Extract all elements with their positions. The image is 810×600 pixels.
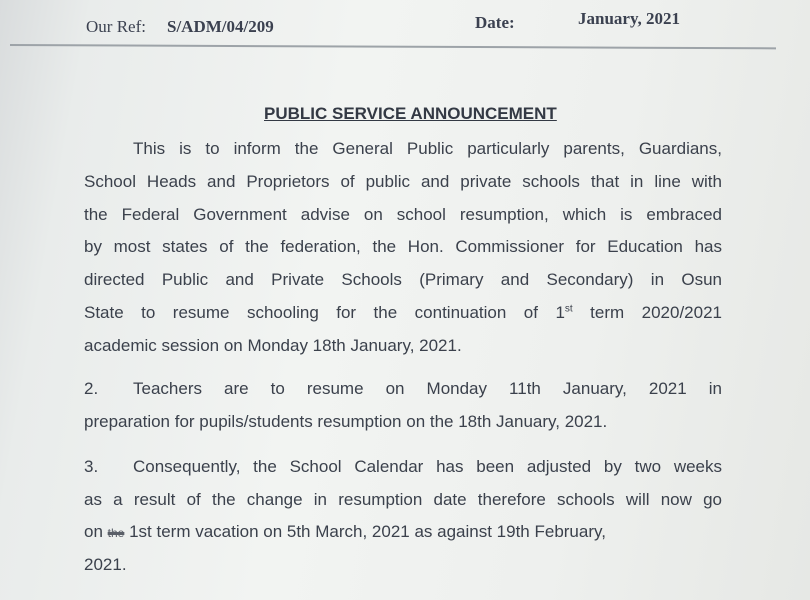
- letter-header: [0, 0, 810, 48]
- paragraph-1-line-6-text: State to resume schooling for the continuation of 1: [84, 303, 565, 322]
- date-label: Date:: [475, 13, 515, 32]
- date-value: January, 2021: [578, 9, 681, 28]
- paragraph-3-line-1: Consequently, the School Calendar has been adjusted by two weeks: [133, 457, 722, 476]
- paragraph-1-line-6: [84, 303, 722, 323]
- paragraph-1-line-3: the Federal Government advise on school resumption, which is embraced: [84, 205, 722, 224]
- ordinal-suffix: st: [564, 303, 573, 315]
- struck-word: the: [107, 526, 125, 540]
- paragraph-3-line-2: as a result of the change in resumption date therefore schools will now go: [84, 490, 722, 509]
- paragraph-1-line-4: by most states of the federation, the Hon. Commissioner for Education has: [84, 237, 722, 256]
- paragraph-3-number: 3.: [84, 457, 99, 476]
- paragraph-2-line-2: preparation for pupils/students resumption on the 18th January, 2021.: [84, 412, 608, 431]
- paragraph-3-line-4: 2021.: [84, 555, 127, 574]
- paragraph-2-line-1: Teachers are to resume on Monday 11th January, 2021 in: [133, 379, 722, 398]
- paragraph-1-line-1: This is to inform the General Public particularly parents, Guardians,: [133, 139, 722, 158]
- paragraph-1-line-5: directed Public and Private Schools (Primary and Secondary) in Osun: [84, 270, 722, 289]
- paragraph-3-line-3-start: on: [84, 522, 103, 541]
- announcement-title: PUBLIC SERVICE ANNOUNCEMENT: [264, 104, 557, 123]
- paragraph-2-number: 2.: [84, 379, 99, 398]
- paragraph-3-line-3: [84, 522, 722, 542]
- paragraph-1-line-7: academic session on Monday 18th January, 2021.: [84, 336, 462, 355]
- paragraph-1-line-6-rest: term 2020/2021: [572, 303, 722, 322]
- paragraph-1-line-2: School Heads and Proprietors of public and private schools that in line with: [84, 172, 722, 191]
- reference-number: S/ADM/04/209: [167, 17, 274, 36]
- reference-label: Our Ref:: [86, 17, 146, 36]
- paragraph-3-line-3-rest: 1st term vacation on 5th March, 2021 as against 19th February,: [129, 522, 606, 541]
